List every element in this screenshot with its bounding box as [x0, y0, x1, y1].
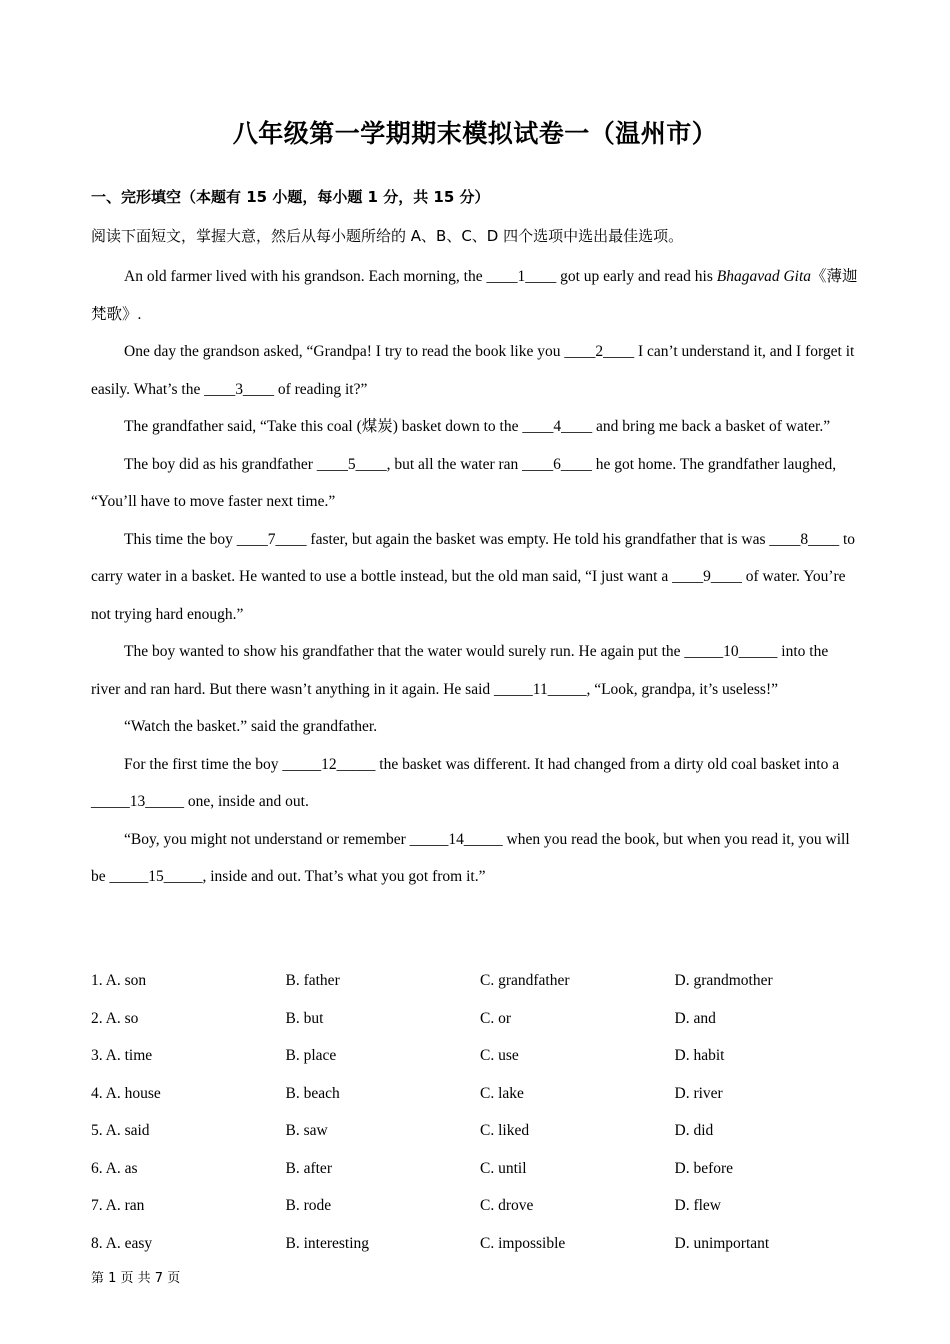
- option-b: B. beach: [285, 1084, 340, 1102]
- p1-chinese-title: 《薄迦梵歌》.: [91, 268, 858, 323]
- option-b: B. rode: [285, 1197, 332, 1214]
- option-d: D. unimportant: [674, 1234, 770, 1252]
- p1-text: An old farmer lived with his grandson. Each morning, the ____1____ got up early and read his: [124, 268, 717, 285]
- option-a: 4. A. house: [91, 1084, 161, 1102]
- option-d: D. did: [674, 1122, 714, 1139]
- cloze-passage: [91, 258, 861, 896]
- options-list: [91, 962, 871, 1262]
- passage-paragraph-5: This time the boy ____7____ faster, but again the basket was empty. He told his grandfather that is was ____8____ to carry water in a basket. He wanted to use a bottle instead, but the old man said, “I just want a ____9____ of water. You’re not trying hard enough.”: [91, 530, 856, 623]
- option-b: B. father: [285, 972, 340, 989]
- option-d: D. habit: [674, 1047, 725, 1064]
- option-a: 5. A. said: [91, 1122, 150, 1139]
- option-a: 7. A. ran: [91, 1197, 145, 1214]
- option-row: [91, 962, 871, 1000]
- page-title: 八年级第一学期期末模拟试卷一（温州市）: [232, 119, 718, 148]
- option-b: B. after: [285, 1159, 332, 1177]
- option-c: C. drove: [480, 1197, 534, 1214]
- option-a: 3. A. time: [91, 1047, 153, 1064]
- option-row: [91, 1112, 871, 1150]
- option-c: C. until: [480, 1159, 527, 1177]
- passage-paragraph-9: “Boy, you might not understand or remember _____14_____ when you read the book, but when you read it, you will be _____15_____, inside and out. That’s what you got from it.”: [91, 830, 850, 885]
- passage-paragraph-2: One day the grandson asked, “Grandpa! I try to read the book like you ____2____ I can’t understand it, and I forget it easily. What’s the ____3____ of reading it?”: [91, 343, 855, 398]
- option-a: 6. A. as: [91, 1159, 138, 1177]
- option-row: [91, 1187, 871, 1225]
- option-a: 8. A. easy: [91, 1234, 153, 1252]
- option-c: C. impossible: [480, 1234, 566, 1252]
- passage-paragraph-8: For the first time the boy _____12_____ the basket was different. It had changed from a dirty old coal basket into a _____13_____ one, inside and out.: [91, 755, 840, 810]
- option-a: 1. A. son: [91, 972, 147, 989]
- option-a: 2. A. so: [91, 1009, 139, 1027]
- passage-paragraph-7: “Watch the basket.” said the grandfather.: [124, 718, 378, 735]
- option-b: B. interesting: [285, 1234, 370, 1252]
- option-d: D. flew: [674, 1197, 721, 1214]
- option-b: B. but: [285, 1009, 324, 1027]
- section-instructions: 阅读下面短文，掌握大意，然后从每小题所给的 A、B、C、D 四个选项中选出最佳选项。: [91, 227, 684, 245]
- passage-paragraph-3: The grandfather said, “Take this coal (煤炭) basket down to the ____4____ and bring me back a basket of water.”: [124, 418, 831, 435]
- option-c: C. lake: [480, 1084, 524, 1102]
- option-row: [91, 1075, 871, 1113]
- option-row: [91, 1150, 871, 1188]
- option-c: C. use: [480, 1047, 519, 1064]
- option-d: D. grandmother: [674, 972, 773, 989]
- p1-book-title: Bhagavad Gita: [716, 268, 812, 285]
- option-c: C. grandfather: [480, 972, 570, 989]
- option-row: [91, 1225, 871, 1263]
- option-d: D. before: [674, 1159, 734, 1177]
- option-c: C. or: [480, 1009, 511, 1027]
- option-row: [91, 1000, 871, 1038]
- passage-paragraph-6: The boy wanted to show his grandfather that the water would surely run. He again put the _____10_____ into the river and ran hard. But there wasn’t anything in it again. He said _____11_____, “Look, grandpa, it’s useless!”: [91, 643, 829, 698]
- option-d: D. river: [674, 1084, 723, 1102]
- option-row: [91, 1037, 871, 1075]
- option-b: B. place: [285, 1047, 337, 1064]
- passage-paragraph-1: [91, 258, 861, 333]
- option-d: D. and: [674, 1009, 716, 1027]
- option-b: B. saw: [285, 1122, 328, 1139]
- section-heading: 一、完形填空（本题有 15 小题，每小题 1 分，共 15 分）: [91, 188, 490, 206]
- page-number-footer: 第 1 页 共 7 页: [91, 1271, 181, 1286]
- passage-paragraph-4: The boy did as his grandfather ____5____, but all the water ran ____6____ he got home. The grandfather laughed, “You’ll have to move faster next time.”: [91, 455, 837, 510]
- option-c: C. liked: [480, 1122, 530, 1139]
